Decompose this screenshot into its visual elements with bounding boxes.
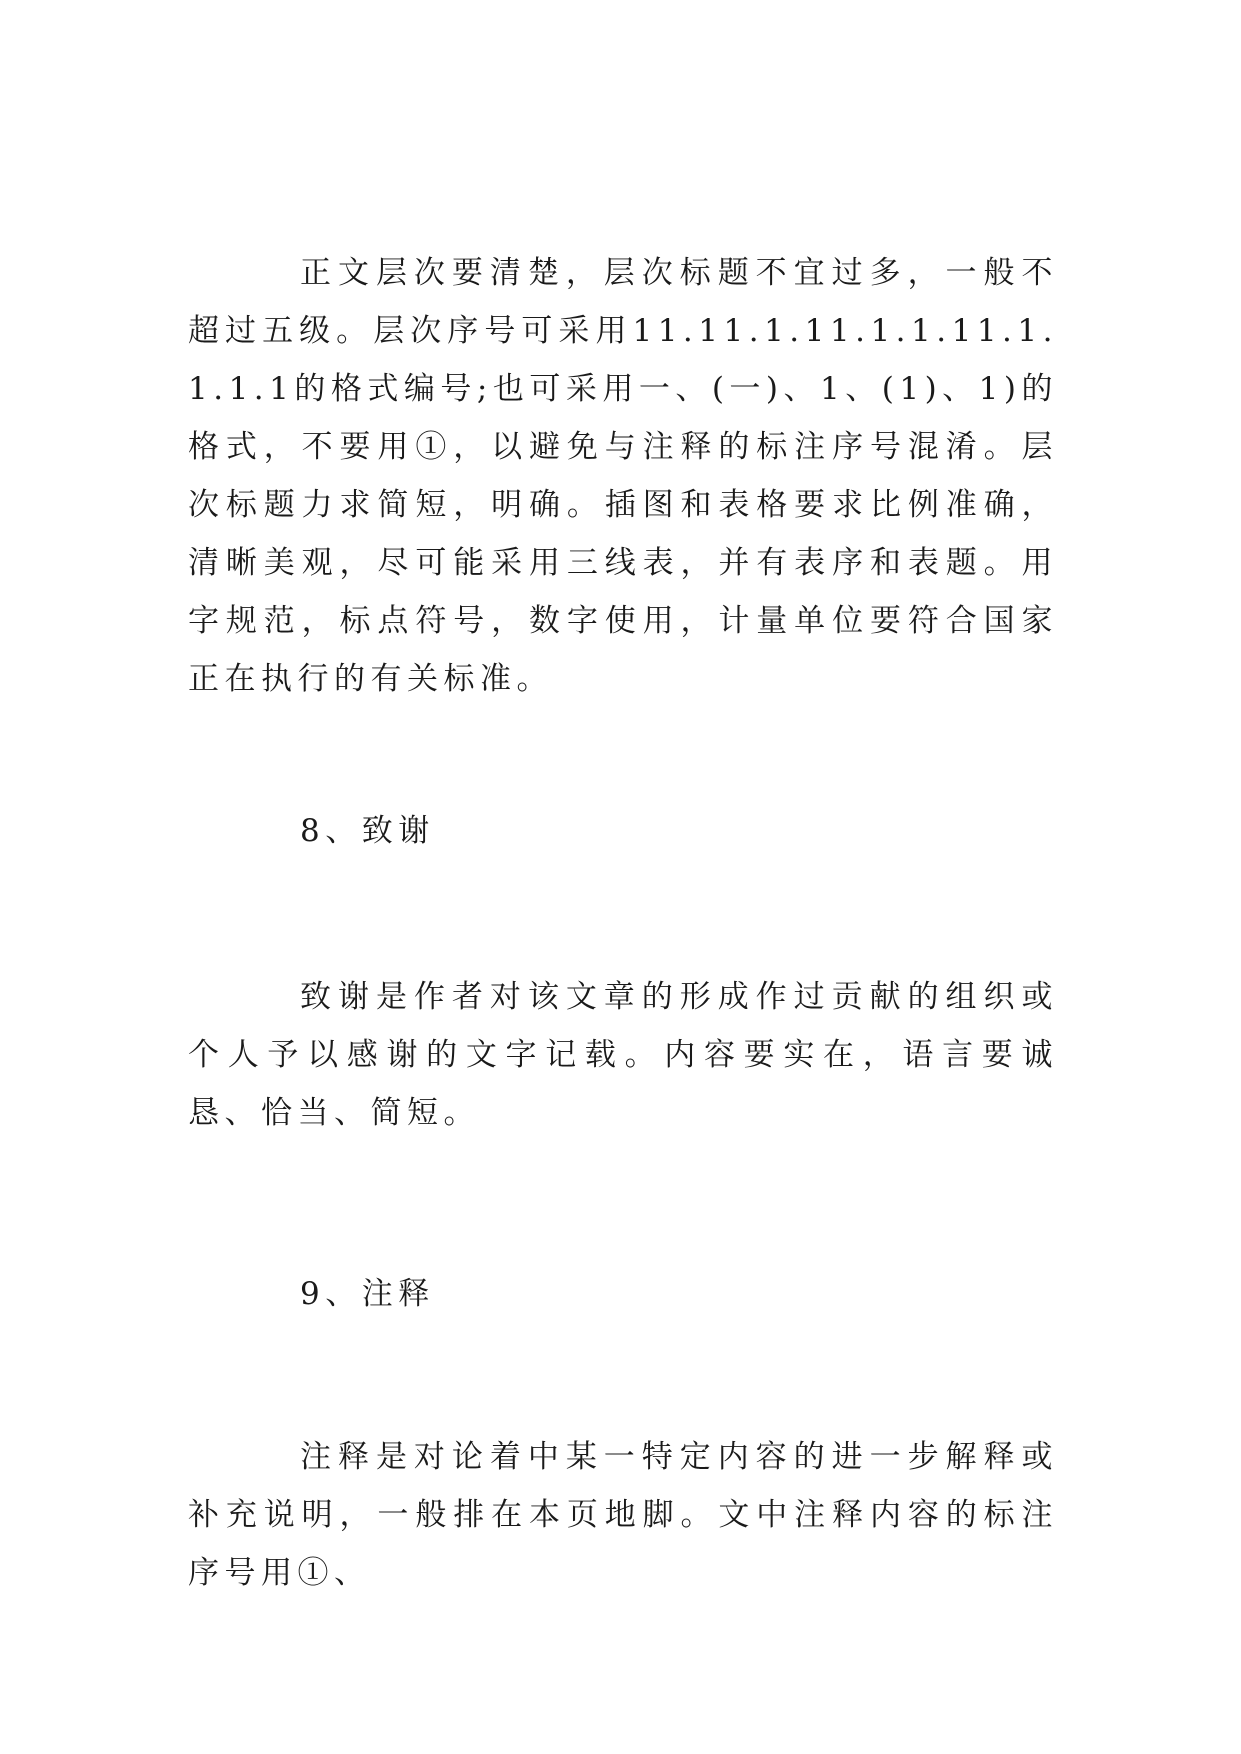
section-heading-notes: 9、注释 xyxy=(300,1276,435,1312)
notes-paragraph: 注释是对论着中某一特定内容的进一步解释或补充说明，一般排在本页地脚。文中注释内容的标注序号用①、 xyxy=(188,1439,1058,1591)
section-heading-acknowledgement: 8、致谢 xyxy=(300,813,435,849)
body-levels-paragraph: 正文层次要清楚，层次标题不宜过多，一般不超过五级。层次序号可采用11.11.1.11.1.1.11.1.1.1.1的格式编号;也可采用一、(一)、1、(1)、1)的格式，不要用①，以避免与注释的标注序号混淆。层次标题力求简短，明确。插图和表格要求比例准确，清晰美观，尽可能采用三线表，并有表序和表题。用字规范，标点符号，数字使用，计量单位要符合国家正在执行的有关标准。 xyxy=(188,255,1058,697)
acknowledgement-paragraph: 致谢是作者对该文章的形成作过贡献的组织或个人予以感谢的文字记载。内容要实在，语言要诚恳、恰当、简短。 xyxy=(188,979,1058,1131)
